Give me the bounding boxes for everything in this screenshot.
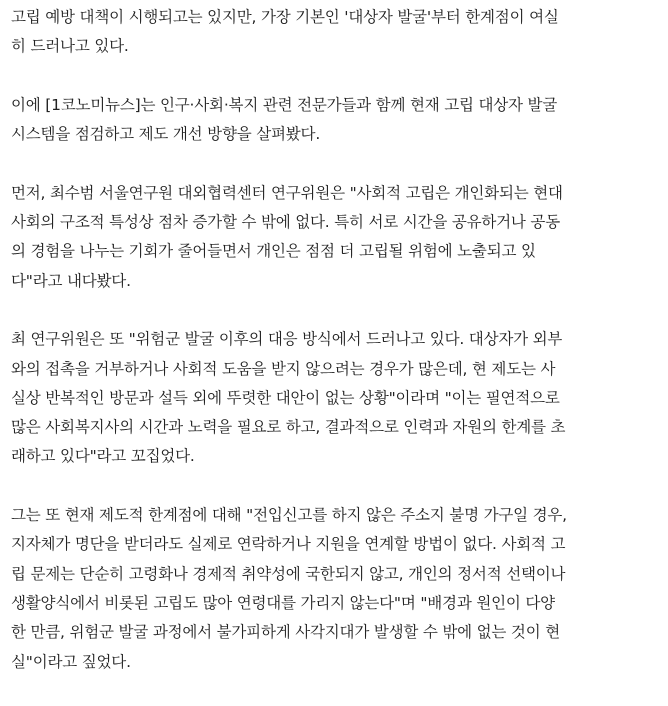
text-line: 와의 접촉을 거부하거나 사회적 도움을 받지 않으려는 경우가 많은데, 현 제도는 사 xyxy=(11,359,556,378)
article-paragraph xyxy=(11,179,611,296)
text-line: 한 만큼, 위험군 발굴 과정에서 불가피하게 사각지대가 발생할 수 밖에 없는 것이 현 xyxy=(11,623,560,642)
article-paragraph xyxy=(11,325,611,471)
text-line: 시스템을 점검하고 제도 개선 방향을 살펴봤다. xyxy=(11,125,321,144)
text-line: 히 드러나고 있다. xyxy=(11,37,129,56)
text-line: 생활양식에서 비롯된 고립도 많아 연령대를 가리지 않는다"며 "배경과 원인이 다양 xyxy=(11,593,555,612)
text-line: 그는 또 현재 제도적 한계점에 대해 "전입신고를 하지 않은 주소지 불명 가구일 경우, xyxy=(11,506,567,525)
article-paragraph xyxy=(11,91,611,150)
text-line: 이에 [1코노미뉴스]는 인구·사회·복지 관련 전문가들과 함께 현재 고립 대상자 발굴 xyxy=(11,95,558,114)
text-line: 실상 반복적인 방문과 설득 외에 뚜렷한 대안이 없는 상황"이라며 "이는 필연적으로 xyxy=(11,388,560,407)
text-line: 의 경험을 나누는 기회가 줄어들면서 개인은 점점 더 고립될 위험에 노출되고 있 xyxy=(11,242,536,261)
text-line: 최 연구위원은 또 "위험군 발굴 이후의 대응 방식에서 드러나고 있다. 대상자가 외부 xyxy=(11,330,563,349)
text-line: 립 문제는 단순히 고령화나 경제적 취약성에 국한되지 않고, 개인의 정서적 선택이나 xyxy=(11,564,566,583)
text-line: 많은 사회복지사의 시간과 노력을 필요로 하고, 결과적으로 인력과 자원의 한계를 초 xyxy=(11,418,566,437)
text-line: 실"이라고 짚었다. xyxy=(11,652,131,671)
article-paragraph xyxy=(11,501,611,677)
article-body xyxy=(11,3,611,706)
text-line: 래하고 있다"라고 꼬집었다. xyxy=(11,447,195,466)
text-line: 다"라고 내다봤다. xyxy=(11,271,131,290)
text-line: 사회의 구조적 특성상 점차 증가할 수 밖에 없다. 특히 서로 시간을 공유하거나 공동 xyxy=(11,213,560,232)
text-line: 고립 예방 대책이 시행되고는 있지만, 가장 기본인 '대상자 발굴'부터 한계점이 여실 xyxy=(11,8,559,26)
text-line: 먼저, 최수범 서울연구원 대외협력센터 연구위원은 "사회적 고립은 개인화되는 현대 xyxy=(11,183,563,202)
text-line: 지자체가 명단을 받더라도 실제로 연락하거나 지원을 연계할 방법이 없다. 사회적 고 xyxy=(11,535,566,554)
article-paragraph xyxy=(11,3,611,62)
